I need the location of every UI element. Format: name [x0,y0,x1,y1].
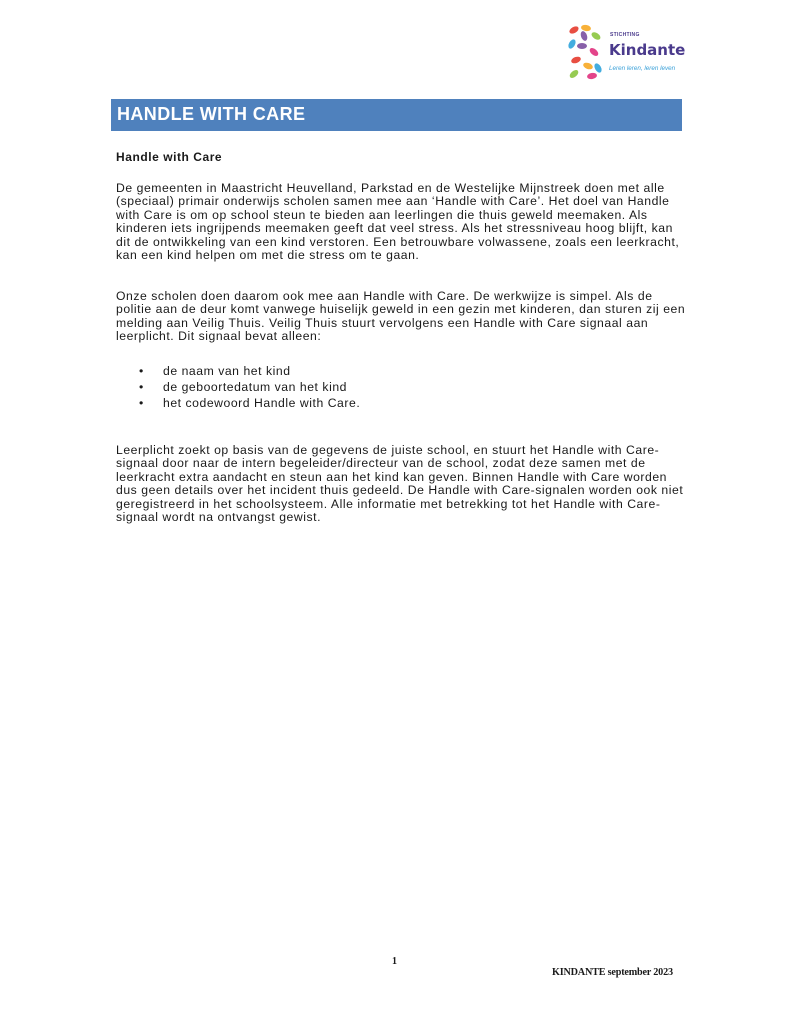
list-item [116,363,360,379]
hand-shape [570,55,581,64]
logo-stichting-text: STICHTING [610,32,640,38]
paragraph-intro: De gemeenten in Maastricht Heuvelland, Parkstad en de Westelijke Mijnstreek doen met alle (speciaal) primair onderwijs scholen samen mee aan ‘Handle with Care’. Het doel van Handle with Care is om op school steun te bieden aan leerlingen die thuis geweld meemaken. Als kinderen iets ingrijpends meemaken geeft dat veel stress. Als het stressniveau hoog blijft, kan dit de ontwikkeling van een kind verstoren. Een betrouwbare volwassene, zoals een leerkracht, kan een kind helpen om met die stress om te gaan. [116,181,680,263]
hand-shape [567,38,577,50]
page-number: 1 [392,956,397,967]
hand-shape [593,62,603,74]
section-banner [111,99,682,131]
list-item [116,395,360,411]
hand-shape [588,46,600,57]
paragraph-follow-up: Leerplicht zoekt op basis van de gegevens de juiste school, en stuurt het Handle with Care-signaal door naar de intern begeleider/directeur van de school, zodat deze samen met de leerkracht extra aandacht en steun aan het kind kan geven. Binnen Handle with Care worden dus geen details over het incident thuis gedeeld. De Handle with Care-signalen worden ook niet geregistreerd in het schoolsysteem. Alle informatie met betrekking tot het Handle with Care-signaal wordt na ontvangst gewist. [116,443,684,525]
logo-tagline: Leren leren, leren leven [609,65,676,72]
paragraph-procedure: Onze scholen doen daarom ook mee aan Handle with Care. De werkwijze is simpel. Als de politie aan de deur komt vanwege huiselijk geweld in een gezin met kinderen, dan sturen zij een melding aan Veilig Thuis. Veilig Thuis stuurt vervolgens een Handle with Care signaal aan leerplicht. Dit signaal bevat alleen: [116,289,686,344]
hand-shape [587,72,598,80]
document-body [116,150,686,525]
hands-logo-icon [566,22,610,82]
list-item-text: de naam van het kind [163,364,291,378]
list-item [116,379,360,395]
list-item-text: de geboortedatum van het kind [163,380,347,395]
hand-shape [590,31,602,42]
bullet-icon: • [139,380,144,395]
list-item-text: het codewoord Handle with Care. [163,396,361,411]
bullet-icon: • [139,396,144,411]
footer-text: KINDANTE september 2023 [552,967,673,978]
logo-brand-text: Kindante [609,41,686,59]
hand-shape [577,43,587,49]
banner-title: HANDLE WITH CARE [117,104,306,124]
hand-shape [579,30,588,41]
bullet-icon: • [139,364,144,378]
hand-shape [581,24,592,32]
section-subtitle: Handle with Care [116,150,223,164]
hand-shape [568,68,580,79]
hand-shape [568,25,580,35]
kindante-logo [566,22,706,82]
hand-shape [582,61,593,70]
signal-contents-list [116,363,360,412]
